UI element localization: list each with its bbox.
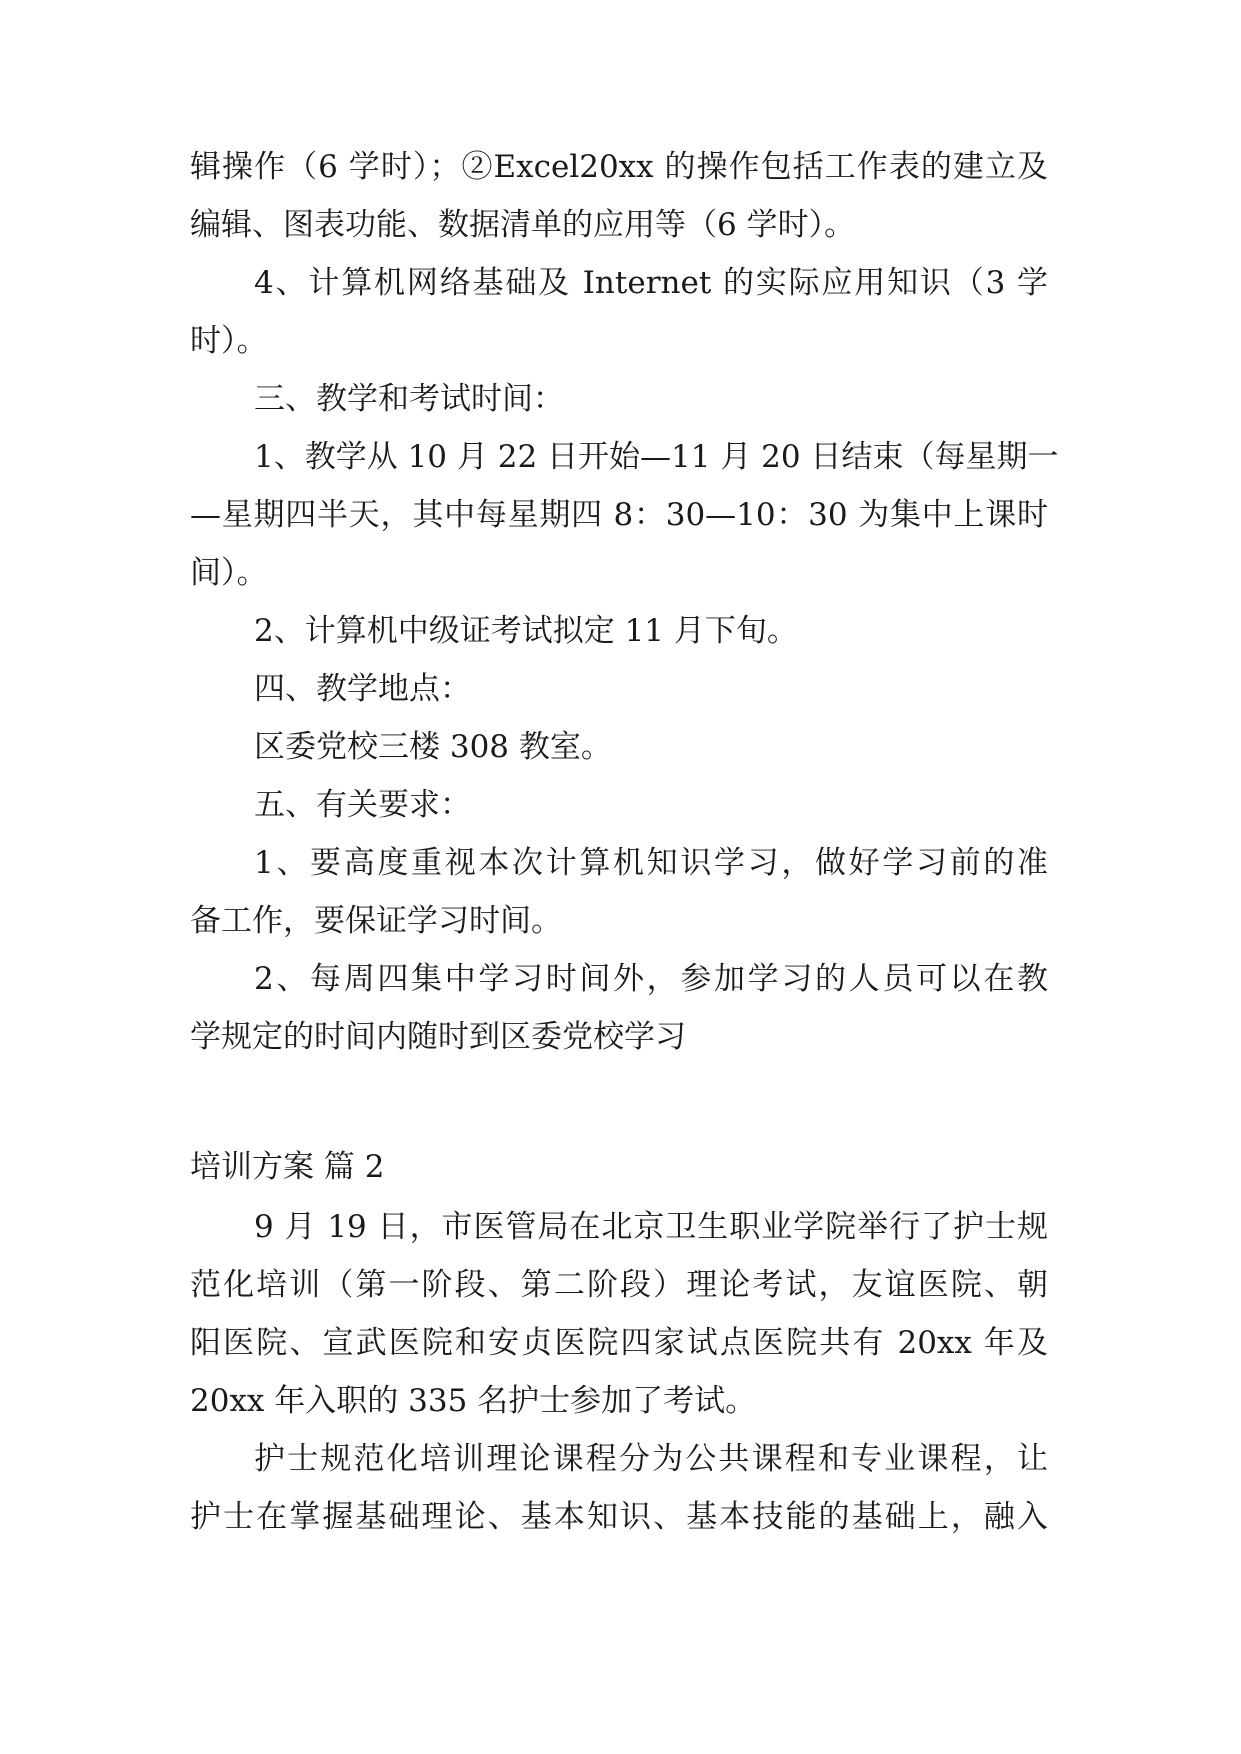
- text-line: 时）。: [190, 323, 268, 359]
- text-line: 区委党校三楼 308 教室。: [254, 729, 612, 765]
- text-line: 9 月 19 日，市医管局在北京卫生职业学院举行了护士规: [254, 1209, 1048, 1245]
- text-line: 4、计算机网络基础及 Internet 的实际应用知识（3 学: [254, 265, 1048, 301]
- text-line: 1、教学从 10 月 22 日开始—11 月 20 日结束（每星期一: [254, 439, 1059, 475]
- text-line: 学规定的时间内随时到区委党校学习: [190, 1019, 686, 1055]
- text-line: 护士在掌握基础理论、基本知识、基本技能的基础上，融入: [190, 1499, 1048, 1535]
- text-line: 20xx 年入职的 335 名护士参加了考试。: [190, 1383, 757, 1419]
- text-line: 护士规范化培训理论课程分为公共课程和专业课程，让: [254, 1441, 1048, 1477]
- text-line: —星期四半天，其中每星期四 8：30—10：30 为集中上课时: [190, 497, 1048, 533]
- text-line: 编辑、图表功能、数据清单的应用等（6 学时）。: [190, 207, 856, 243]
- section-heading: 五、有关要求：: [254, 787, 471, 823]
- section-heading: 四、教学地点：: [254, 671, 471, 707]
- text-line: 2、每周四集中学习时间外，参加学习的人员可以在教: [254, 961, 1048, 997]
- text-line: 阳医院、宣武医院和安贞医院四家试点医院共有 20xx 年及: [190, 1325, 1048, 1361]
- text-line: 间）。: [190, 555, 268, 591]
- text-line: 1、要高度重视本次计算机知识学习，做好学习前的准: [254, 845, 1048, 881]
- text-line: 2、计算机中级证考试拟定 11 月下旬。: [254, 613, 798, 649]
- text-line: 范化培训（第一阶段、第二阶段）理论考试，友谊医院、朝: [190, 1267, 1048, 1303]
- document-section-title: 培训方案 篇 2: [190, 1149, 385, 1185]
- text-line: 辑操作（6 学时）；②Excel20xx 的操作包括工作表的建立及: [190, 149, 1048, 185]
- section-heading: 三、教学和考试时间：: [254, 381, 564, 417]
- text-line: 备工作，要保证学习时间。: [190, 903, 562, 939]
